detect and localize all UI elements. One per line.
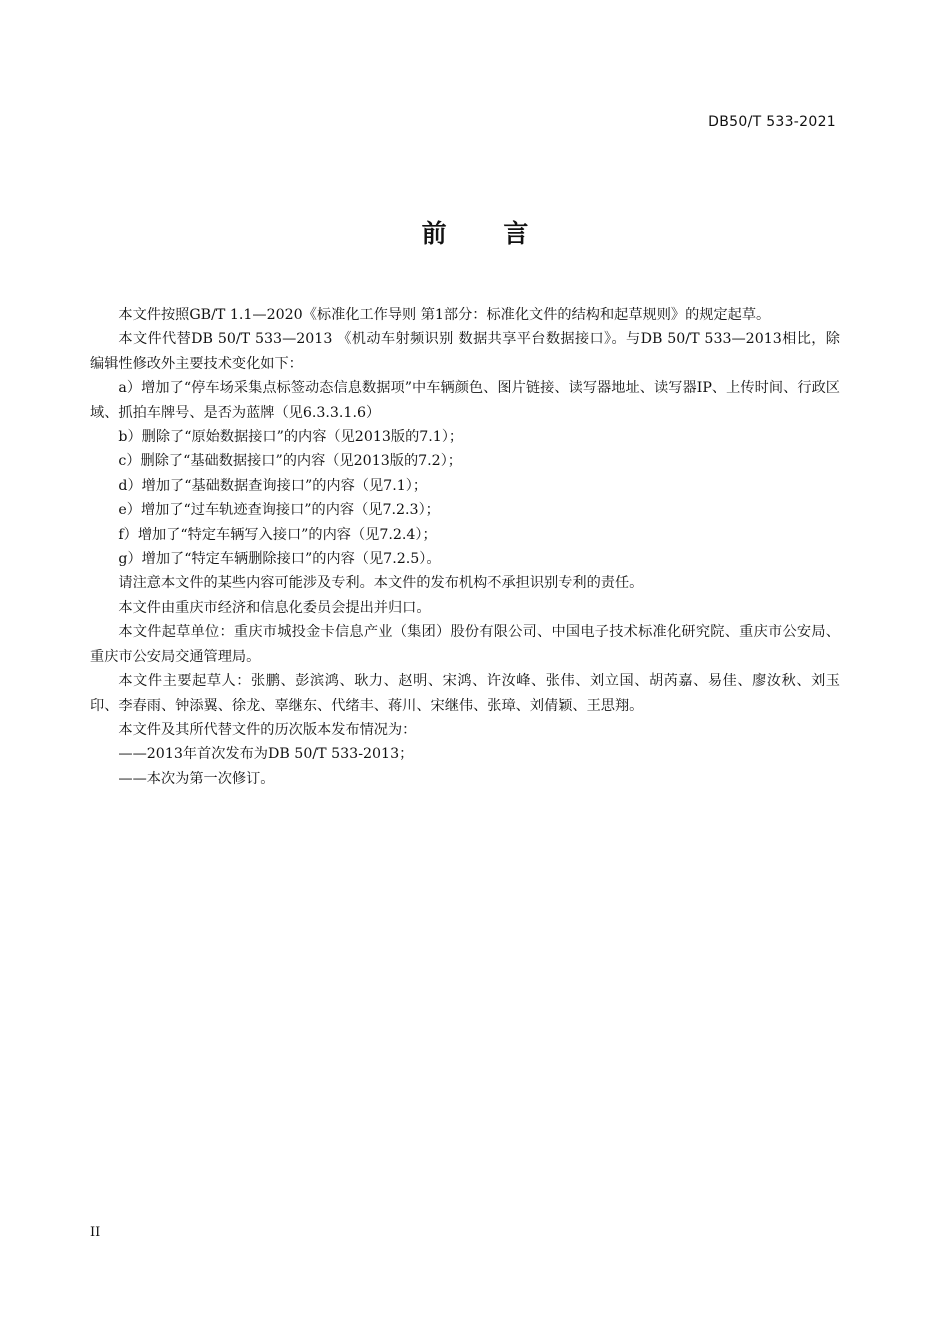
history-item: ——2013年首次发布为DB 50/T 533-2013； bbox=[118, 746, 414, 763]
paragraph: 本文件及其所代替文件的历次版本发布情况为： bbox=[118, 721, 417, 738]
paragraph: 本文件主要起草人：张鹏、彭滨鸿、耿力、赵明、宋鸿、许汝峰、张伟、刘立国、胡芮嘉、易佳、廖汝秋、刘玉印、李春雨、钟添翼、徐龙、辜继东、代绪丰、蒋川、宋继伟、张璋、刘倩颖、王思翔。 bbox=[90, 673, 840, 714]
paragraph: 本文件由重庆市经济和信息化委员会提出并归口。 bbox=[118, 599, 431, 616]
list-item: d）增加了“基础数据查询接口”的内容（见7.1）； bbox=[118, 477, 428, 494]
document-code: DB50/T 533-2021 bbox=[708, 114, 836, 130]
list-item: c）删除了“基础数据接口”的内容（见2013版的7.2）； bbox=[118, 453, 462, 470]
paragraph: 请注意本文件的某些内容可能涉及专利。本文件的发布机构不承担识别专利的责任。 bbox=[118, 575, 644, 592]
list-item: b）删除了“原始数据接口”的内容（见2013版的7.1）； bbox=[118, 429, 464, 446]
paragraph: 本文件按照GB/T 1.1—2020《标准化工作导则 第1部分：标准化文件的结构和起草规则》的规定起草。 bbox=[118, 307, 771, 323]
list-item: a）增加了“停车场采集点标签动态信息数据项”中车辆颜色、图片链接、读写器地址、读写器IP、上传时间、行政区域、抓拍车牌号、是否为蓝牌（见6.3.3.1.6） bbox=[90, 380, 840, 421]
page-number: II bbox=[90, 1225, 101, 1240]
history-item: ——本次为第一次修订。 bbox=[118, 770, 275, 787]
list-item: f）增加了“特定车辆写入接口”的内容（见7.2.4）； bbox=[118, 526, 437, 543]
paragraph: 本文件起草单位：重庆市城投金卡信息产业（集团）股份有限公司、中国电子技术标准化研究院、重庆市公安局、重庆市公安局交通管理局。 bbox=[90, 624, 840, 665]
list-item: g）增加了“特定车辆删除接口”的内容（见7.2.5）。 bbox=[118, 551, 441, 568]
foreword-body bbox=[90, 303, 840, 791]
page-title: 前 言 bbox=[421, 219, 553, 248]
list-item: e）增加了“过车轨迹查询接口”的内容（见7.2.3）； bbox=[118, 502, 440, 519]
paragraph: 本文件代替DB 50/T 533—2013 《机动车射频识别 数据共享平台数据接口》。与DB 50/T 533—2013相比，除编辑性修改外主要技术变化如下： bbox=[90, 331, 840, 372]
